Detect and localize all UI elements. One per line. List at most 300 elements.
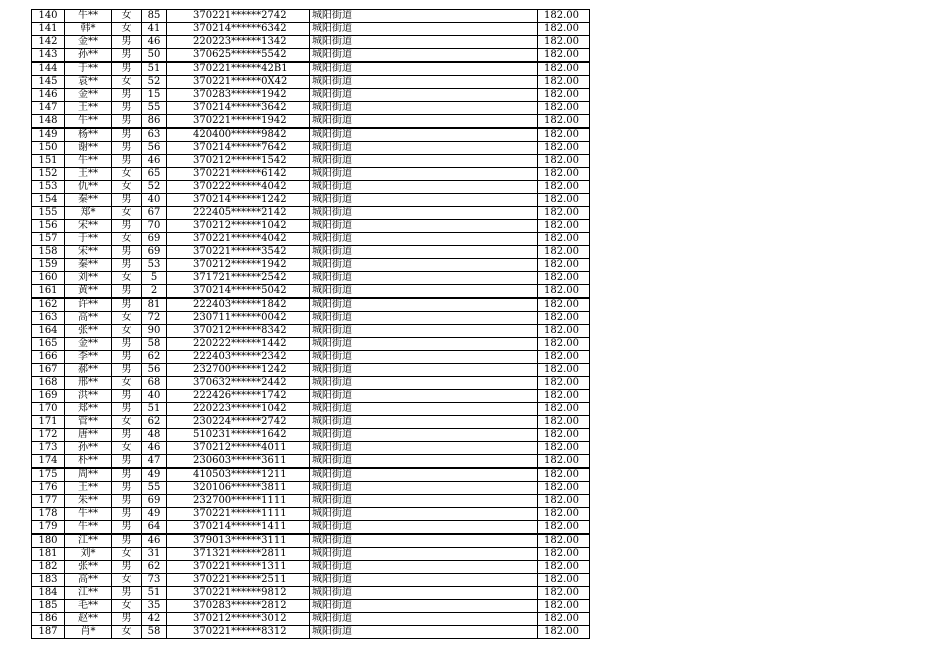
cell-street: 城阳街道: [310, 548, 538, 561]
cell-street: 城阳街道: [310, 626, 538, 639]
cell-gender: 女: [112, 272, 142, 285]
cell-row-number: 141: [32, 23, 65, 36]
cell-id-number: 370212******1542: [167, 155, 310, 168]
cell-street: 城阳街道: [310, 36, 538, 49]
cell-street: 城阳街道: [310, 508, 538, 521]
cell-gender: 女: [112, 325, 142, 338]
cell-name: 朴**: [65, 455, 112, 469]
cell-amount: 182.00: [538, 495, 590, 508]
cell-name: 宋**: [65, 220, 112, 233]
cell-name: 牛**: [65, 521, 112, 535]
cell-row-number: 184: [32, 587, 65, 600]
table-row: [32, 495, 590, 508]
cell-amount: 182.00: [538, 76, 590, 89]
cell-amount: 182.00: [538, 115, 590, 129]
cell-name: 许**: [65, 298, 112, 312]
cell-age: 85: [142, 10, 167, 23]
cell-name: 仇**: [65, 181, 112, 194]
cell-gender: 男: [112, 587, 142, 600]
table-row: [32, 338, 590, 351]
cell-name: 朱**: [65, 495, 112, 508]
cell-age: 64: [142, 521, 167, 535]
cell-id-number: 370214******1242: [167, 194, 310, 207]
cell-amount: 182.00: [538, 168, 590, 181]
cell-id-number: 320106******3811: [167, 482, 310, 495]
table-row: [32, 626, 590, 639]
cell-id-number: 370283******2812: [167, 600, 310, 613]
cell-name: 肖*: [65, 626, 112, 639]
cell-age: 73: [142, 574, 167, 587]
table-row: [32, 403, 590, 416]
cell-amount: 182.00: [538, 62, 590, 76]
cell-id-number: 222403******2342: [167, 351, 310, 364]
cell-row-number: 140: [32, 10, 65, 23]
cell-row-number: 142: [32, 36, 65, 49]
cell-id-number: 371721******2542: [167, 272, 310, 285]
cell-street: 城阳街道: [310, 364, 538, 377]
cell-gender: 女: [112, 233, 142, 246]
table-row: [32, 115, 590, 129]
cell-amount: 182.00: [538, 338, 590, 351]
cell-gender: 男: [112, 259, 142, 272]
cell-street: 城阳街道: [310, 168, 538, 181]
cell-name: 郑**: [65, 403, 112, 416]
cell-row-number: 167: [32, 364, 65, 377]
table-row: [32, 587, 590, 600]
cell-id-number: 370214******3642: [167, 102, 310, 115]
cell-id-number: 370283******1942: [167, 89, 310, 102]
cell-id-number: 222426******1742: [167, 390, 310, 403]
cell-amount: 182.00: [538, 521, 590, 535]
cell-street: 城阳街道: [310, 115, 538, 129]
cell-street: 城阳街道: [310, 600, 538, 613]
cell-age: 41: [142, 23, 167, 36]
cell-gender: 男: [112, 455, 142, 469]
cell-amount: 182.00: [538, 508, 590, 521]
cell-street: 城阳街道: [310, 272, 538, 285]
cell-age: 62: [142, 561, 167, 574]
cell-gender: 男: [112, 36, 142, 49]
cell-id-number: 370221******2511: [167, 574, 310, 587]
cell-row-number: 152: [32, 168, 65, 181]
cell-name: 于**: [65, 233, 112, 246]
cell-name: 江**: [65, 587, 112, 600]
cell-gender: 男: [112, 534, 142, 548]
cell-amount: 182.00: [538, 36, 590, 49]
cell-amount: 182.00: [538, 246, 590, 259]
table-row: [32, 521, 590, 535]
cell-row-number: 163: [32, 312, 65, 325]
table-row: [32, 181, 590, 194]
cell-name: 周**: [65, 468, 112, 482]
cell-gender: 男: [112, 613, 142, 626]
cell-age: 58: [142, 338, 167, 351]
cell-id-number: 370212******1042: [167, 220, 310, 233]
cell-street: 城阳街道: [310, 403, 538, 416]
cell-row-number: 157: [32, 233, 65, 246]
cell-id-number: 230603******3611: [167, 455, 310, 469]
cell-gender: 女: [112, 23, 142, 36]
cell-amount: 182.00: [538, 351, 590, 364]
table-row: [32, 442, 590, 455]
cell-street: 城阳街道: [310, 233, 538, 246]
cell-name: 袁**: [65, 76, 112, 89]
cell-amount: 182.00: [538, 298, 590, 312]
table-row: [32, 561, 590, 574]
cell-amount: 182.00: [538, 416, 590, 429]
cell-row-number: 169: [32, 390, 65, 403]
cell-row-number: 176: [32, 482, 65, 495]
table-row: [32, 220, 590, 233]
cell-name: 孙**: [65, 442, 112, 455]
cell-name: 金**: [65, 338, 112, 351]
cell-name: 王**: [65, 482, 112, 495]
cell-age: 2: [142, 285, 167, 299]
cell-street: 城阳街道: [310, 207, 538, 220]
table-row: [32, 600, 590, 613]
cell-row-number: 145: [32, 76, 65, 89]
cell-street: 城阳街道: [310, 613, 538, 626]
cell-gender: 男: [112, 521, 142, 535]
table-row: [32, 508, 590, 521]
cell-id-number: 220223******1342: [167, 36, 310, 49]
cell-age: 50: [142, 49, 167, 63]
table-row: [32, 285, 590, 299]
cell-id-number: 370212******8342: [167, 325, 310, 338]
cell-age: 69: [142, 495, 167, 508]
cell-street: 城阳街道: [310, 246, 538, 259]
cell-name: 金**: [65, 89, 112, 102]
cell-name: 牛**: [65, 508, 112, 521]
cell-row-number: 174: [32, 455, 65, 469]
cell-amount: 182.00: [538, 587, 590, 600]
cell-gender: 女: [112, 416, 142, 429]
table-row: [32, 233, 590, 246]
table-row: [32, 76, 590, 89]
cell-id-number: 370221******0X42: [167, 76, 310, 89]
cell-age: 40: [142, 390, 167, 403]
cell-gender: 男: [112, 102, 142, 115]
cell-age: 72: [142, 312, 167, 325]
cell-gender: 女: [112, 207, 142, 220]
cell-name: 刘**: [65, 272, 112, 285]
table-row: [32, 194, 590, 207]
cell-id-number: 222403******1842: [167, 298, 310, 312]
cell-row-number: 165: [32, 338, 65, 351]
cell-age: 35: [142, 600, 167, 613]
cell-street: 城阳街道: [310, 561, 538, 574]
cell-gender: 男: [112, 298, 142, 312]
table-row: [32, 429, 590, 442]
table-row: [32, 155, 590, 168]
cell-name: 高**: [65, 312, 112, 325]
cell-amount: 182.00: [538, 194, 590, 207]
cell-amount: 182.00: [538, 89, 590, 102]
cell-street: 城阳街道: [310, 181, 538, 194]
cell-amount: 182.00: [538, 128, 590, 142]
cell-gender: 女: [112, 312, 142, 325]
cell-row-number: 183: [32, 574, 65, 587]
cell-age: 58: [142, 626, 167, 639]
cell-amount: 182.00: [538, 207, 590, 220]
cell-street: 城阳街道: [310, 468, 538, 482]
table-row: [32, 534, 590, 548]
cell-id-number: 420400******9842: [167, 128, 310, 142]
cell-row-number: 175: [32, 468, 65, 482]
cell-age: 69: [142, 233, 167, 246]
cell-name: 张**: [65, 325, 112, 338]
cell-name: 唐**: [65, 429, 112, 442]
data-table: [31, 9, 590, 639]
cell-name: 黄**: [65, 285, 112, 299]
cell-id-number: 370221******3542: [167, 246, 310, 259]
cell-gender: 女: [112, 548, 142, 561]
cell-street: 城阳街道: [310, 298, 538, 312]
cell-amount: 182.00: [538, 259, 590, 272]
cell-amount: 182.00: [538, 626, 590, 639]
cell-gender: 男: [112, 390, 142, 403]
cell-age: 63: [142, 128, 167, 142]
cell-amount: 182.00: [538, 468, 590, 482]
table-row: [32, 259, 590, 272]
cell-amount: 182.00: [538, 285, 590, 299]
cell-age: 31: [142, 548, 167, 561]
cell-row-number: 155: [32, 207, 65, 220]
cell-gender: 男: [112, 220, 142, 233]
cell-name: 孙**: [65, 49, 112, 63]
cell-row-number: 170: [32, 403, 65, 416]
cell-name: 牛**: [65, 115, 112, 129]
table-row: [32, 36, 590, 49]
cell-name: 金**: [65, 36, 112, 49]
cell-street: 城阳街道: [310, 351, 538, 364]
table-row: [32, 390, 590, 403]
cell-row-number: 178: [32, 508, 65, 521]
cell-name: 牛**: [65, 10, 112, 23]
cell-row-number: 144: [32, 62, 65, 76]
cell-gender: 女: [112, 442, 142, 455]
cell-gender: 女: [112, 626, 142, 639]
cell-row-number: 156: [32, 220, 65, 233]
table-row: [32, 272, 590, 285]
cell-name: 李**: [65, 351, 112, 364]
cell-id-number: 232700******1242: [167, 364, 310, 377]
cell-age: 86: [142, 115, 167, 129]
cell-id-number: 371321******2811: [167, 548, 310, 561]
cell-name: 秦**: [65, 194, 112, 207]
cell-row-number: 151: [32, 155, 65, 168]
cell-row-number: 166: [32, 351, 65, 364]
cell-id-number: 370212******1942: [167, 259, 310, 272]
cell-age: 15: [142, 89, 167, 102]
cell-gender: 女: [112, 76, 142, 89]
cell-age: 62: [142, 351, 167, 364]
cell-row-number: 187: [32, 626, 65, 639]
table-body: [32, 10, 590, 639]
cell-row-number: 150: [32, 142, 65, 155]
cell-street: 城阳街道: [310, 429, 538, 442]
table-row: [32, 142, 590, 155]
table-row: [32, 377, 590, 390]
cell-age: 90: [142, 325, 167, 338]
cell-id-number: 230224******2742: [167, 416, 310, 429]
table-row: [32, 548, 590, 561]
cell-id-number: 370221******2742: [167, 10, 310, 23]
cell-row-number: 161: [32, 285, 65, 299]
cell-gender: 男: [112, 495, 142, 508]
cell-id-number: 370221******1111: [167, 508, 310, 521]
cell-gender: 男: [112, 142, 142, 155]
cell-id-number: 370214******6342: [167, 23, 310, 36]
table-row: [32, 89, 590, 102]
cell-amount: 182.00: [538, 482, 590, 495]
cell-amount: 182.00: [538, 49, 590, 63]
cell-gender: 男: [112, 482, 142, 495]
cell-age: 49: [142, 508, 167, 521]
cell-row-number: 172: [32, 429, 65, 442]
cell-street: 城阳街道: [310, 416, 538, 429]
cell-id-number: 370212******3012: [167, 613, 310, 626]
cell-id-number: 220222******1442: [167, 338, 310, 351]
cell-id-number: 230711******0042: [167, 312, 310, 325]
cell-row-number: 168: [32, 377, 65, 390]
cell-street: 城阳街道: [310, 10, 538, 23]
cell-amount: 182.00: [538, 574, 590, 587]
cell-street: 城阳街道: [310, 521, 538, 535]
cell-amount: 182.00: [538, 233, 590, 246]
cell-age: 67: [142, 207, 167, 220]
cell-row-number: 171: [32, 416, 65, 429]
cell-age: 46: [142, 442, 167, 455]
table-row: [32, 168, 590, 181]
cell-age: 5: [142, 272, 167, 285]
cell-age: 46: [142, 155, 167, 168]
cell-gender: 男: [112, 89, 142, 102]
cell-id-number: 370221******1311: [167, 561, 310, 574]
table-row: [32, 246, 590, 259]
cell-street: 城阳街道: [310, 534, 538, 548]
cell-amount: 182.00: [538, 364, 590, 377]
cell-gender: 男: [112, 128, 142, 142]
cell-street: 城阳街道: [310, 49, 538, 63]
cell-amount: 182.00: [538, 23, 590, 36]
cell-name: 杨**: [65, 128, 112, 142]
cell-gender: 男: [112, 246, 142, 259]
cell-gender: 男: [112, 364, 142, 377]
cell-gender: 男: [112, 155, 142, 168]
cell-amount: 182.00: [538, 455, 590, 469]
cell-street: 城阳街道: [310, 338, 538, 351]
cell-amount: 182.00: [538, 142, 590, 155]
cell-gender: 男: [112, 194, 142, 207]
table-row: [32, 613, 590, 626]
cell-gender: 女: [112, 600, 142, 613]
cell-row-number: 159: [32, 259, 65, 272]
cell-age: 48: [142, 429, 167, 442]
cell-name: 管**: [65, 416, 112, 429]
cell-name: 毛**: [65, 600, 112, 613]
cell-street: 城阳街道: [310, 259, 538, 272]
table-row: [32, 416, 590, 429]
table-row: [32, 298, 590, 312]
cell-id-number: 370222******4042: [167, 181, 310, 194]
cell-name: 宋**: [65, 246, 112, 259]
cell-age: 49: [142, 468, 167, 482]
cell-row-number: 182: [32, 561, 65, 574]
cell-row-number: 146: [32, 89, 65, 102]
table-row: [32, 128, 590, 142]
cell-amount: 182.00: [538, 312, 590, 325]
cell-id-number: 370214******5042: [167, 285, 310, 299]
cell-id-number: 370212******4011: [167, 442, 310, 455]
cell-gender: 男: [112, 403, 142, 416]
cell-amount: 182.00: [538, 429, 590, 442]
cell-street: 城阳街道: [310, 142, 538, 155]
cell-id-number: 510231******1642: [167, 429, 310, 442]
table-row: [32, 482, 590, 495]
cell-amount: 182.00: [538, 220, 590, 233]
cell-age: 47: [142, 455, 167, 469]
table-row: [32, 49, 590, 63]
cell-age: 55: [142, 102, 167, 115]
cell-age: 81: [142, 298, 167, 312]
cell-row-number: 153: [32, 181, 65, 194]
cell-street: 城阳街道: [310, 220, 538, 233]
cell-age: 46: [142, 36, 167, 49]
cell-age: 70: [142, 220, 167, 233]
cell-street: 城阳街道: [310, 155, 538, 168]
cell-street: 城阳街道: [310, 76, 538, 89]
table-row: [32, 325, 590, 338]
cell-age: 69: [142, 246, 167, 259]
cell-row-number: 186: [32, 613, 65, 626]
cell-row-number: 143: [32, 49, 65, 63]
table-row: [32, 10, 590, 23]
cell-amount: 182.00: [538, 600, 590, 613]
cell-name: 洪**: [65, 390, 112, 403]
cell-id-number: 370221******42B1: [167, 62, 310, 76]
cell-street: 城阳街道: [310, 390, 538, 403]
cell-name: 郝**: [65, 364, 112, 377]
cell-amount: 182.00: [538, 155, 590, 168]
cell-gender: 男: [112, 62, 142, 76]
table-row: [32, 207, 590, 220]
cell-amount: 182.00: [538, 613, 590, 626]
cell-amount: 182.00: [538, 403, 590, 416]
cell-name: 刘*: [65, 548, 112, 561]
cell-amount: 182.00: [538, 377, 590, 390]
cell-id-number: 370221******1942: [167, 115, 310, 129]
cell-row-number: 149: [32, 128, 65, 142]
cell-street: 城阳街道: [310, 495, 538, 508]
table-row: [32, 62, 590, 76]
cell-age: 56: [142, 142, 167, 155]
cell-amount: 182.00: [538, 10, 590, 23]
cell-amount: 182.00: [538, 561, 590, 574]
cell-name: 王**: [65, 168, 112, 181]
cell-name: 于**: [65, 62, 112, 76]
cell-id-number: 222405******2142: [167, 207, 310, 220]
cell-gender: 女: [112, 377, 142, 390]
cell-name: 王**: [65, 102, 112, 115]
cell-gender: 女: [112, 10, 142, 23]
cell-age: 68: [142, 377, 167, 390]
cell-age: 52: [142, 76, 167, 89]
cell-name: 邢**: [65, 377, 112, 390]
cell-street: 城阳街道: [310, 312, 538, 325]
table-row: [32, 351, 590, 364]
cell-age: 42: [142, 613, 167, 626]
